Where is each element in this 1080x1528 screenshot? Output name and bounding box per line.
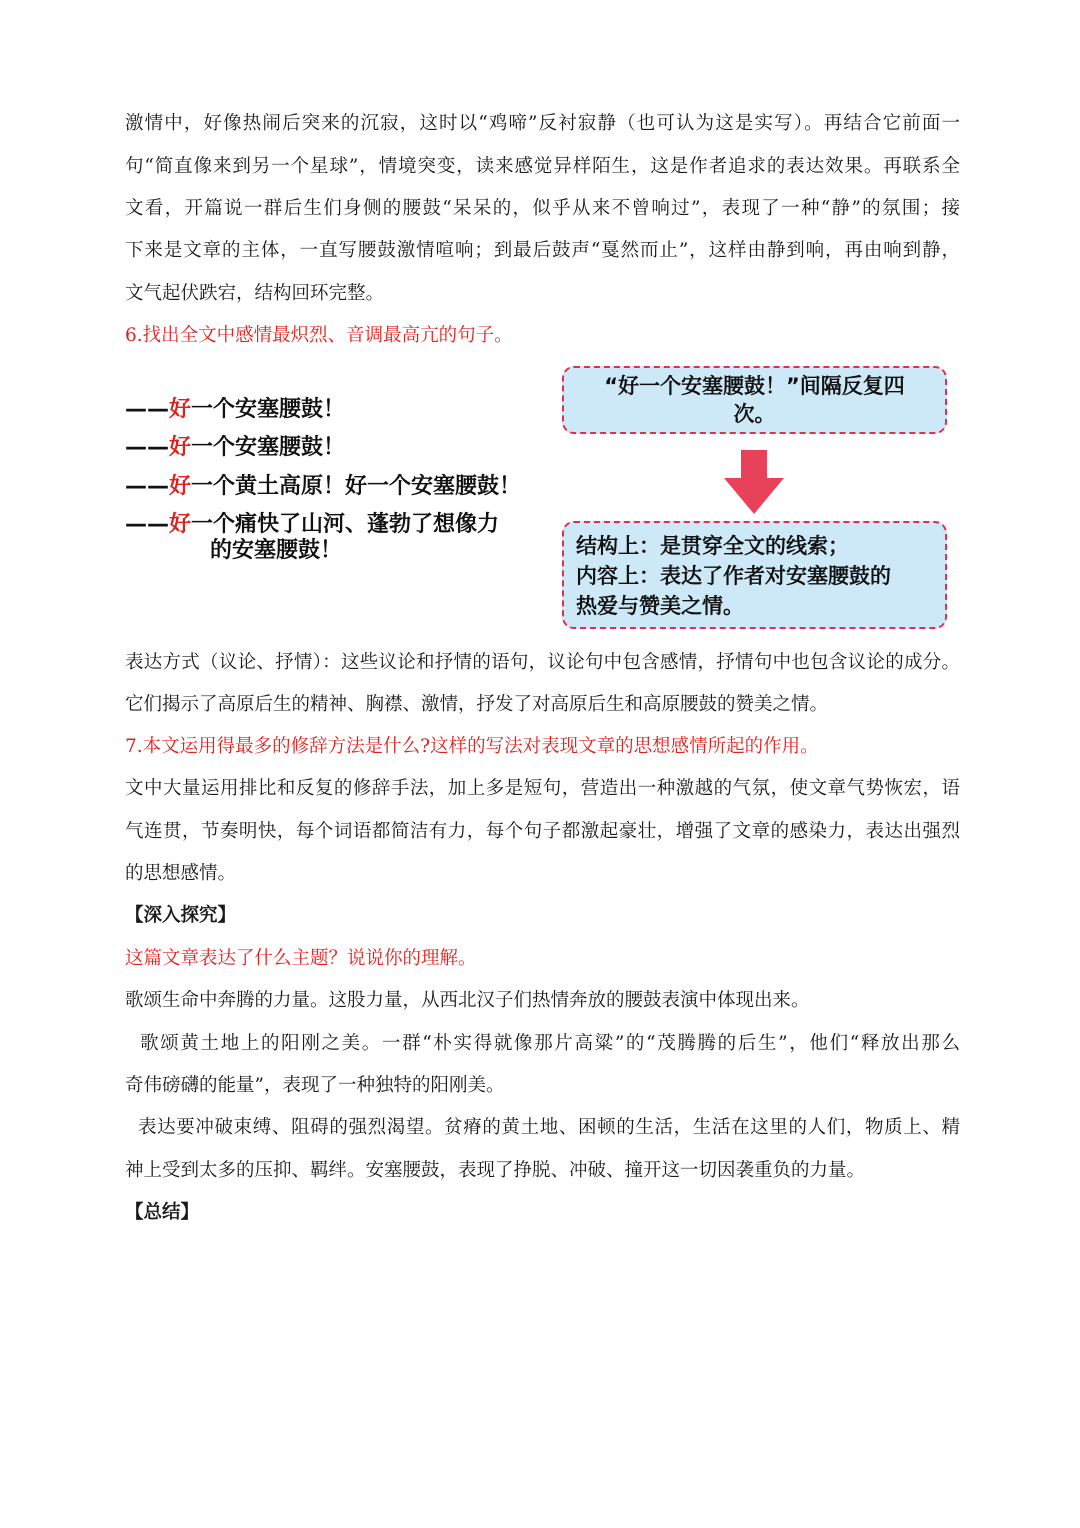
meaning-content-line-2: 热爱与赞美之情。 (576, 594, 744, 618)
hao-char: 好 (169, 397, 192, 422)
figure-sentence-4-continued: 的安塞腰鼓！ (210, 538, 343, 563)
para5-line-2: 奇伟磅礴的能量”，表现了一种独特的阳刚美。 (125, 1075, 505, 1096)
dash: —— (125, 512, 169, 537)
para3-line-1: 文中大量运用排比和反复的修辞手法，加上多是短句，营造出一种激越的气氛，使文章气势恢宏，语 (125, 778, 960, 799)
sentence-text: 一个安塞腰鼓！ (191, 397, 346, 422)
hao-char: 好 (169, 512, 192, 537)
hao-char: 好 (169, 435, 192, 460)
question-7: 7.本文运用得最多的修辞方法是什么?这样的写法对表现文章的思想感情所起的作用。 (125, 736, 819, 757)
para1-line-2: 句“简直像来到另一个星球”，情境突变，读来感觉异样陌生，这是作者追求的表达效果。再联系全 (125, 156, 960, 177)
para3-line-3: 的思想感情。 (125, 863, 237, 884)
question-6: 6.找出全文中感情最炽烈、音调最高亢的句子。 (125, 325, 513, 346)
sentence-text: 一个安塞腰鼓！ (191, 435, 346, 460)
hao-char: 好 (169, 474, 192, 499)
question-theme: 这篇文章表达了什么主题？说说你的理解。 (125, 948, 477, 969)
para2-line-2: 它们揭示了高原后生的精神、胸襟、激情，抒发了对高原后生和高原腰鼓的赞美之情。 (125, 694, 829, 715)
dash: —— (125, 435, 169, 460)
para2-line-1: 表达方式（议论、抒情）：这些议论和抒情的语句，议论句中包含感情，抒情句中也包含议论的成分。 (125, 652, 960, 673)
meaning-content-line: 内容上：表达了作者对安塞腰鼓的 (576, 564, 891, 588)
callout-repetition-box: “好一个安塞腰鼓！”间隔反复四次。 (562, 366, 947, 434)
para1-line-4: 下来是文章的主体，一直写腰鼓激情喧响；到最后鼓声“戛然而止”，这样由静到响，再由响到静， (125, 240, 960, 261)
para6-line-2: 神上受到太多的压抑、羁绊。安塞腰鼓，表现了挣脱、冲破、撞开这一切因袭重负的力量。 (125, 1160, 866, 1181)
para4-line-1: 歌颂生命中奔腾的力量。这股力量，从西北汉子们热情奔放的腰鼓表演中体现出来。 (125, 990, 810, 1011)
para6-line-1: 表达要冲破束缚、阻碍的强烈渴望。贫瘠的黄土地、困顿的生活，生活在这里的人们，物质上、精 (125, 1117, 960, 1138)
para1-line-1: 激情中，好像热闹后突来的沉寂，这时以“鸡啼”反衬寂静（也可认为这是实写）。再结合它前面一 (125, 113, 960, 134)
dash: —— (125, 397, 169, 422)
section-heading-summary: 【总结】 (125, 1202, 200, 1223)
sentence-text: 一个黄土高原！好一个安塞腰鼓！ (191, 474, 522, 499)
para1-line-5: 文气起伏跌宕，结构回环完整。 (125, 283, 385, 304)
para5-line-1: 歌颂黄土地上的阳刚之美。一群“朴实得就像那片高粱”的“茂腾腾的后生”，他们“释放出那么 (125, 1033, 960, 1054)
dash: —— (125, 474, 169, 499)
para1-line-3: 文看，开篇说一群后生们身侧的腰鼓“呆呆的，似乎从来不曾响过”，表现了一种“静”的氛围；接 (125, 198, 960, 219)
para3-line-2: 气连贯，节奏明快，每个词语都简洁有力，每个句子都激起豪壮，增强了文章的感染力，表达出强烈 (125, 821, 960, 842)
figure-sentence-3 (125, 472, 521, 502)
sentence-text: 一个痛快了山河、蓬勃了想像力 (191, 512, 500, 537)
meaning-structure-line: 结构上：是贯穿全文的线索； (576, 534, 849, 558)
section-heading-deep: 【深入探究】 (125, 905, 237, 926)
down-arrow-icon (724, 450, 784, 514)
figure-sentence-1 (125, 395, 345, 425)
callout-meaning-box (562, 521, 947, 629)
figure-sentence-2 (125, 433, 345, 463)
